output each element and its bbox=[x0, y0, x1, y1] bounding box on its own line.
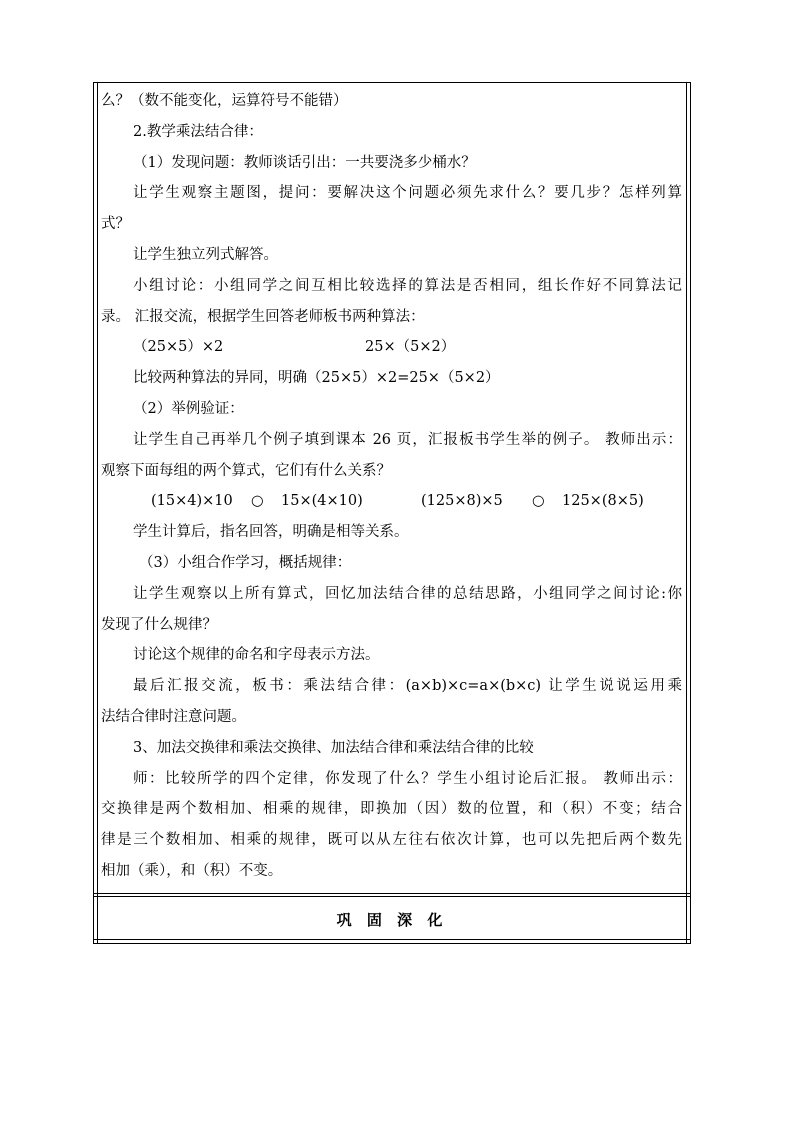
formula-row bbox=[101, 332, 682, 363]
text-line: 相加（乘），和（积）不变。 bbox=[101, 862, 283, 879]
example-expression: 125×(8×5) bbox=[562, 493, 644, 510]
text-line: 师：比较所学的四个定律，你发现了什么？学生小组讨论后汇报。 教师出示： bbox=[133, 770, 682, 787]
subheading: （3）小组合作学习，概括规律： bbox=[139, 554, 352, 571]
subheading: （2）举例验证： bbox=[133, 400, 244, 417]
text-line: 让学生自己再举几个例子填到课本 26 页，汇报板书学生举的例子。 教师出示： bbox=[133, 431, 682, 448]
text-line: 小组讨论：小组同学之间互相比较选择的算法是否相同，组长作好不同算法记 bbox=[133, 277, 682, 294]
text-line: 观察下面每组的两个算式，它们有什么关系？ bbox=[101, 462, 391, 479]
section-heading: 2.教学乘法结合律： bbox=[133, 123, 263, 140]
text-line: 学生计算后，指名回答，明确是相等关系。 bbox=[133, 524, 409, 541]
text-line: 发现了什么规律？ bbox=[101, 616, 217, 633]
table-inner-border-right bbox=[686, 82, 687, 944]
text-line: 法结合律时注意问题。 bbox=[101, 708, 246, 725]
compare-circle: ○ bbox=[251, 493, 264, 510]
text-line: 让学生观察以上所有算式，回忆加法结合律的总结思路，小组同学之间讨论:你 bbox=[133, 585, 682, 602]
section-divider-top bbox=[93, 893, 691, 894]
text-line: 比较两种算法的异同，明确（25×5）×2=25×（5×2） bbox=[133, 370, 500, 387]
subheading: （1）发现问题：教师谈话引出：一共要浇多少桶水？ bbox=[133, 154, 476, 171]
text-line: 式？ bbox=[101, 216, 130, 233]
text-line: 讨论这个规律的命名和字母表示方法。 bbox=[133, 647, 380, 664]
text-line: 交换律是两个数相加、相乘的规律，即换加（因）数的位置，和（积）不变；结合 bbox=[101, 801, 682, 818]
section-divider-bottom bbox=[93, 896, 691, 897]
section-title: 巩 固 深 化 bbox=[336, 910, 448, 929]
example-row bbox=[101, 486, 682, 517]
section-heading: 3、加法交换律和乘法交换律、加法结合律和乘法结合律的比较 bbox=[133, 739, 534, 756]
example-expression: 15×(4×10) bbox=[281, 493, 363, 510]
table-inner-border-left bbox=[97, 82, 98, 944]
lesson-body bbox=[101, 86, 682, 887]
text-line: 让学生观察主题图，提问：要解决这个问题必须先求什么？要几步？怎样列算 bbox=[133, 185, 682, 202]
formula-right: 25×（5×2） bbox=[365, 339, 456, 356]
text-line: 律是三个数相加、相乘的规律，既可以从左往右依次计算，也可以先把后两个数先 bbox=[101, 832, 682, 849]
compare-circle: ○ bbox=[532, 493, 545, 510]
text-line: 录。 汇报交流，根据学生回答老师板书两种算法： bbox=[101, 308, 425, 325]
text-line: 让学生独立列式解答。 bbox=[133, 246, 278, 263]
text-line: 最后汇报交流，板书：乘法结合律：(a×b)×c=a×(b×c) 让学生说说运用乘 bbox=[133, 678, 682, 695]
example-expression: (15×4)×10 bbox=[151, 493, 233, 510]
text-line: 么？（数不能变化，运算符号不能错） bbox=[101, 93, 348, 109]
example-expression: (125×8)×5 bbox=[421, 493, 503, 510]
formula-left: （25×5）×2 bbox=[133, 339, 224, 356]
